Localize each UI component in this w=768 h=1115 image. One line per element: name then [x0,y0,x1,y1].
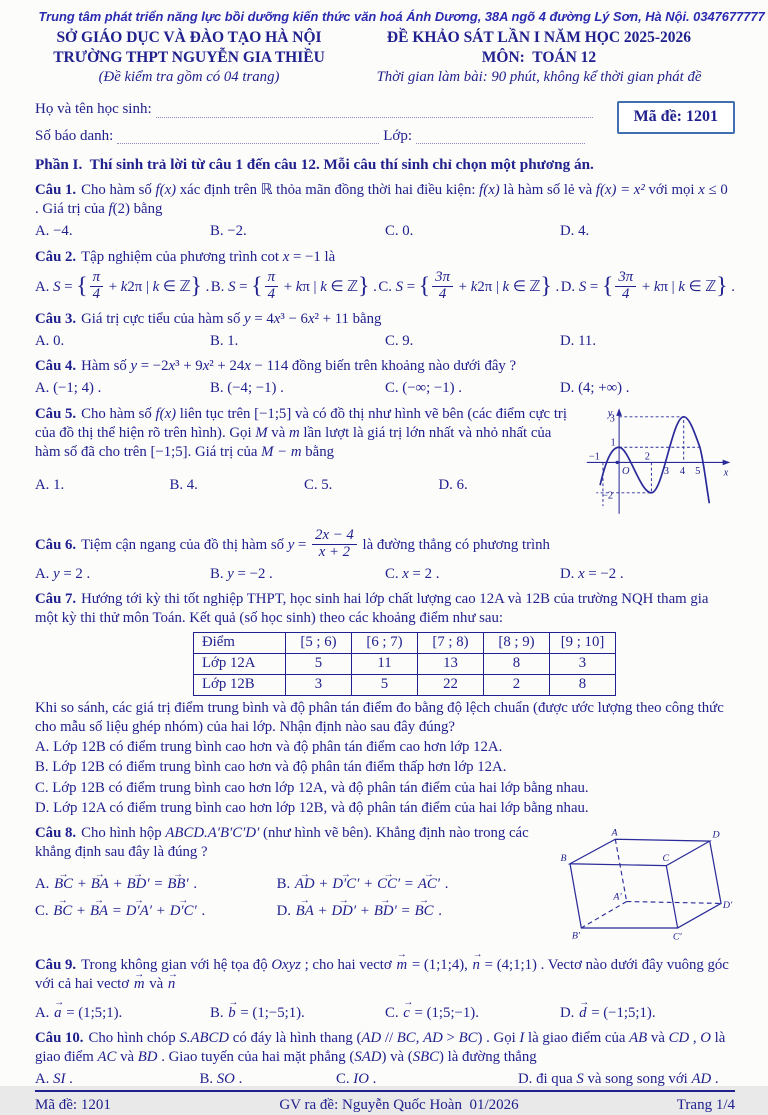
question-1-body: Cho hàm số f(x) xác định trên ℝ thỏa mãn đồng thời hai điều kiện: f(x) là hàm số lẻ và f(x) = x² với mọi x ≤ 0 . Giá trị của f(2) bằng [35,181,728,218]
question-7-body: Hướng tới kỳ thi tốt nghiệp THPT, học sinh hai lớp chất lượng cao 12A và 12B của trường NQH tham gia một kỳ thi thử môn Toán. Kết quả (số học sinh) theo các khoảng điểm như sau: [35,591,709,627]
graph-tick-x5: 5 [695,465,701,477]
table-cell: [9 ; 10] [550,632,616,653]
graph-tick-3: 3 [609,413,615,425]
q9-option-b: B. → b = (1;−5;1). [210,1004,385,1023]
q2-option-c: C. S = { $\frac{3\pi}{4}$ + k2π | k ∈ ℤ} . [378,268,560,302]
q4-option-c: C. (−∞; −1) . [385,380,462,397]
q5-option-a: A. 1. [35,477,65,494]
table-cell: Lớp 12A [194,653,286,674]
graph-y-label: y [607,407,613,419]
graph-tick-x4: 4 [679,465,686,477]
table-cell: 3 [550,653,616,674]
question-10-body: Cho hình chóp S.ABCD có đáy là hình thang (AD // BC, AD > BC) . Gọi I là giao điểm của AB và CD , O là giao điểm AC và BD . Giao tuyến của hai mặt phẳng (SAD) và (SBC) là đường thẳng [35,1029,726,1066]
question-5-text [35,405,573,463]
q7-option-d: D. Lớp 12A có điểm trung bình cao hơn lớp 12B, và độ phân tán điểm của hai lớp bằng nhau. [35,799,589,816]
question-4-label: Câu 4. [35,358,77,375]
student-id-label: Số báo danh: [35,127,114,144]
q2-option-b: B. S = { $\frac{\pi}{4}$ + kπ | k ∈ ℤ} . [210,268,377,302]
q8-option-d: D. → BA + → DD′ + → BD′ = → BC . [277,902,549,921]
header-left-column [35,28,343,88]
vertex-C: C [662,852,670,864]
question-1 [35,181,735,242]
question-6-text [35,526,735,562]
duration-line: Thời gian làm bài: 90 phút, không kể thời gian phát đề [376,69,702,86]
vertex-D-prime: D′ [722,900,733,912]
q8-option-a: A. → BC + → BA + → BD′ = → BB′ . [35,875,277,894]
q4-option-a: A. (−1; 4) . [35,380,102,397]
table-cell: Điểm [194,632,286,653]
q7-score-table [193,632,616,696]
q1-option-b: B. −2. [210,223,247,240]
table-row [194,674,616,695]
header-right-column [343,28,735,88]
q10-option-b: B. SO . [199,1071,243,1088]
table-cell: 8 [550,674,616,695]
question-10 [35,1029,735,1090]
q4-option-b: B. (−4; −1) . [210,380,284,397]
question-3 [35,310,735,351]
question-6-options [35,565,735,584]
question-3-text [35,310,735,329]
page-footer [35,1090,735,1115]
table-cell: [7 ; 8) [418,632,484,653]
question-5-options [35,476,573,495]
question-8 [35,824,735,950]
question-6-body: Tiệm cận ngang của đồ thị hàm số y = $\frac{2x - 4}{x + 2}$ là đường thẳng có phương trình [81,526,550,560]
q8-option-c: C. → BC + → BA = → D′A′ + → D′C′ . [35,902,277,921]
exam-title: ĐỀ KHẢO SÁT LẦN I NĂM HỌC 2025-2026 [386,28,692,46]
q1-option-c: C. 0. [385,223,414,240]
graph-x-label: x [723,467,729,479]
graph-origin-label: O [621,465,630,477]
question-4-text [35,357,735,376]
graph-tick-minus1: −1 [588,451,600,463]
q10-option-c: C. IO . [336,1071,377,1088]
q6-option-c: C. x = 2 . [385,565,440,582]
q5-option-b: B. 4. [169,477,198,494]
question-10-label: Câu 10. [35,1029,84,1046]
q10-option-a: A. SI . [35,1071,73,1088]
question-4-body: Hàm số y = −2x³ + 9x² + 24x − 114 đồng biến trên khoảng nào dưới đây ? [81,358,517,375]
question-1-text [35,181,735,219]
table-cell: [8 ; 9) [484,632,550,653]
question-9 [35,956,735,1023]
table-cell: 11 [352,653,418,674]
class-field [416,131,585,144]
question-10-options [35,1070,735,1089]
question-7-text2: Khi so sánh, các giá trị điểm trung bình và độ phân tán điểm đo bằng độ lệch chuẩn (được ước lượng theo công thức cho mẫu số liệu ghép nhóm) của hai lớp. Nhận định nào sau đây đúng? [35,699,724,735]
footer-page-number: Trang 1/4 [676,1096,735,1113]
question-8-label: Câu 8. [35,824,77,841]
graph-tick-x3: 3 [663,465,669,477]
vertex-A-prime: A′ [613,891,622,903]
vertex-C-prime: C′ [672,931,682,943]
q7-option-c: C. Lớp 12B có điểm trung bình cao hơn lớp 12A, và độ phân tán điểm của hai lớp bằng nhau. [35,779,589,796]
question-3-label: Câu 3. [35,310,77,327]
question-8-body: Cho hình hộp ABCD.A′B′C′D′ (như hình vẽ bên). Khẳng định nào trong các khẳng định sau đây là đúng ? [35,824,529,861]
q5-function-graph [583,405,735,523]
q9-option-d: D. → d = (−1;5;1). [560,1004,735,1023]
q5-option-d: D. 6. [438,477,468,494]
q7-option-b: B. Lớp 12B có điểm trung bình cao hơn và độ phân tán điểm thấp hơn lớp 12A. [35,759,507,776]
q9-option-a: A. → a = (1;5;1). [35,1004,210,1023]
question-7-label: Câu 7. [35,591,77,608]
q6-option-a: A. y = 2 . [35,565,91,582]
q4-option-d: D. (4; +∞) . [560,380,630,397]
question-9-body: Trong không gian với hệ tọa độ Oxyz ; cho hai vectơ → m = (1;1;4), → n = (4;1;1) . Vectơ nào dưới đây vuông góc với cả hai vectơ → m và → n [35,957,729,992]
question-8-options [35,871,549,920]
q10-option-d: D. đi qua S và song song với AD . [518,1071,719,1088]
q1-option-d: D. 4. [560,223,590,240]
q3-option-b: B. 1. [210,333,239,349]
student-id-row [35,127,589,147]
question-7 [35,590,735,818]
exam-header [35,28,735,88]
vertex-A: A [611,827,618,839]
question-1-label: Câu 1. [35,181,77,198]
table-cell: 2 [484,674,550,695]
q1-option-a: A. −4. [35,223,73,240]
vertex-B: B [560,852,567,864]
question-2-options [35,268,735,304]
table-cell: Lớp 12B [194,674,286,695]
question-9-text [35,956,735,994]
table-cell: 8 [484,653,550,674]
vertex-B-prime: B′ [571,930,581,942]
question-6 [35,526,735,584]
question-5-body: Cho hàm số f(x) liên tục trên [−1;5] và có đồ thị như hình vẽ bên (các điểm cực trị của đồ thị thể hiện rõ trên hình). Gọi M và m lần lượt là giá trị lớn nhất và nhỏ nhất của hàm số đã cho trên [−1;5]. Giá trị của M − m bằng [35,405,567,461]
table-header-row [194,632,616,653]
q2-option-d: D. S = { $\frac{3\pi}{4}$ + kπ | k ∈ ℤ} . [560,268,735,302]
question-9-label: Câu 9. [35,957,77,974]
student-name-row [35,100,597,120]
question-2-text [35,248,735,267]
question-5-label: Câu 5. [35,405,77,422]
table-cell: [6 ; 7) [352,632,418,653]
q7-option-a: A. Lớp 12B có điểm trung bình cao hơn và độ phân tán điểm cao hơn lớp 12A. [35,739,503,756]
table-cell: 5 [286,653,352,674]
pages-note: (Đề kiểm tra gồm có 04 trang) [98,69,280,86]
question-3-options [35,332,735,351]
graph-curve [600,417,709,503]
q6-option-d: D. x = −2 . [560,565,624,582]
class-label: Lớp: [383,127,413,144]
graph-tick-minus2: −2 [602,490,614,502]
question-6-label: Câu 6. [35,536,77,553]
graph-tick-1: 1 [610,437,616,449]
table-cell: 22 [418,674,484,695]
question-1-options [35,222,735,241]
q3-option-a: A. 0. [35,333,65,349]
student-name-label: Họ và tên học sinh: [35,101,152,118]
q3-option-c: C. 9. [385,333,414,349]
center-address-line: Trung tâm phát triển năng lực bồi dưỡng kiến thức văn hoá Ánh Dương, 38A ngõ 4 đường Lý Sơn, Hà Nội. 0347677777 [38,9,765,24]
student-info-block [35,100,735,146]
question-5 [35,405,735,523]
box-solid-edges [570,839,721,928]
graph-tick-2: 2 [644,451,650,463]
table-cell: [5 ; 6) [286,632,352,653]
question-3-body: Giá trị cực tiểu của hàm số y = 4x³ − 6x² + 11 bằng [81,310,382,327]
question-8-text [35,824,549,862]
question-2-body: Tập nghiệm của phương trình cot x = −1 là [81,248,336,265]
exam-code-box: Mã đề: 1201 [617,101,735,134]
question-2 [35,248,735,304]
question-2-label: Câu 2. [35,248,77,265]
table-row [194,653,616,674]
q6-option-b: B. y = −2 . [210,565,273,582]
table-cell: 5 [352,674,418,695]
question-9-options [35,998,735,1023]
q5-option-c: C. 5. [304,477,333,494]
department-name: SỞ GIÁO DỤC VÀ ĐÀO TẠO HÀ NỘI [56,28,322,46]
table-cell: 3 [286,674,352,695]
subject-line: MÔN: TOÁN 12 [481,49,597,67]
q8-parallelepiped-figure [557,824,735,950]
question-7-text [35,590,735,628]
question-10-text [35,1029,735,1067]
vertex-D: D [712,829,720,841]
q8-option-b: B. → AD + → D′C′ + → CC′ = → AC′ . [277,875,549,894]
q3-option-d: D. 11. [560,333,597,349]
footer-exam-code: Mã đề: 1201 [35,1096,111,1113]
part1-heading: Phần I. Thí sinh trả lời từ câu 1 đến câu 12. Mỗi câu thí sinh chỉ chọn một phương án. [35,156,594,174]
question-7-options [35,738,735,818]
school-name: TRƯỜNG THPT NGUYỄN GIA THIỀU [53,49,325,67]
table-cell: 13 [418,653,484,674]
footer-author: GV ra đề: Nguyễn Quốc Hoàn 01/2026 [279,1096,519,1113]
student-id-field [117,131,379,144]
q2-option-a: A. S = { $\frac{\pi}{4}$ + k2π | k ∈ ℤ} . [35,268,210,302]
question-4-options [35,379,735,398]
question-4 [35,357,735,398]
student-name-field [156,105,593,118]
q9-option-c: C. → c = (1;5;−1). [385,1004,560,1023]
